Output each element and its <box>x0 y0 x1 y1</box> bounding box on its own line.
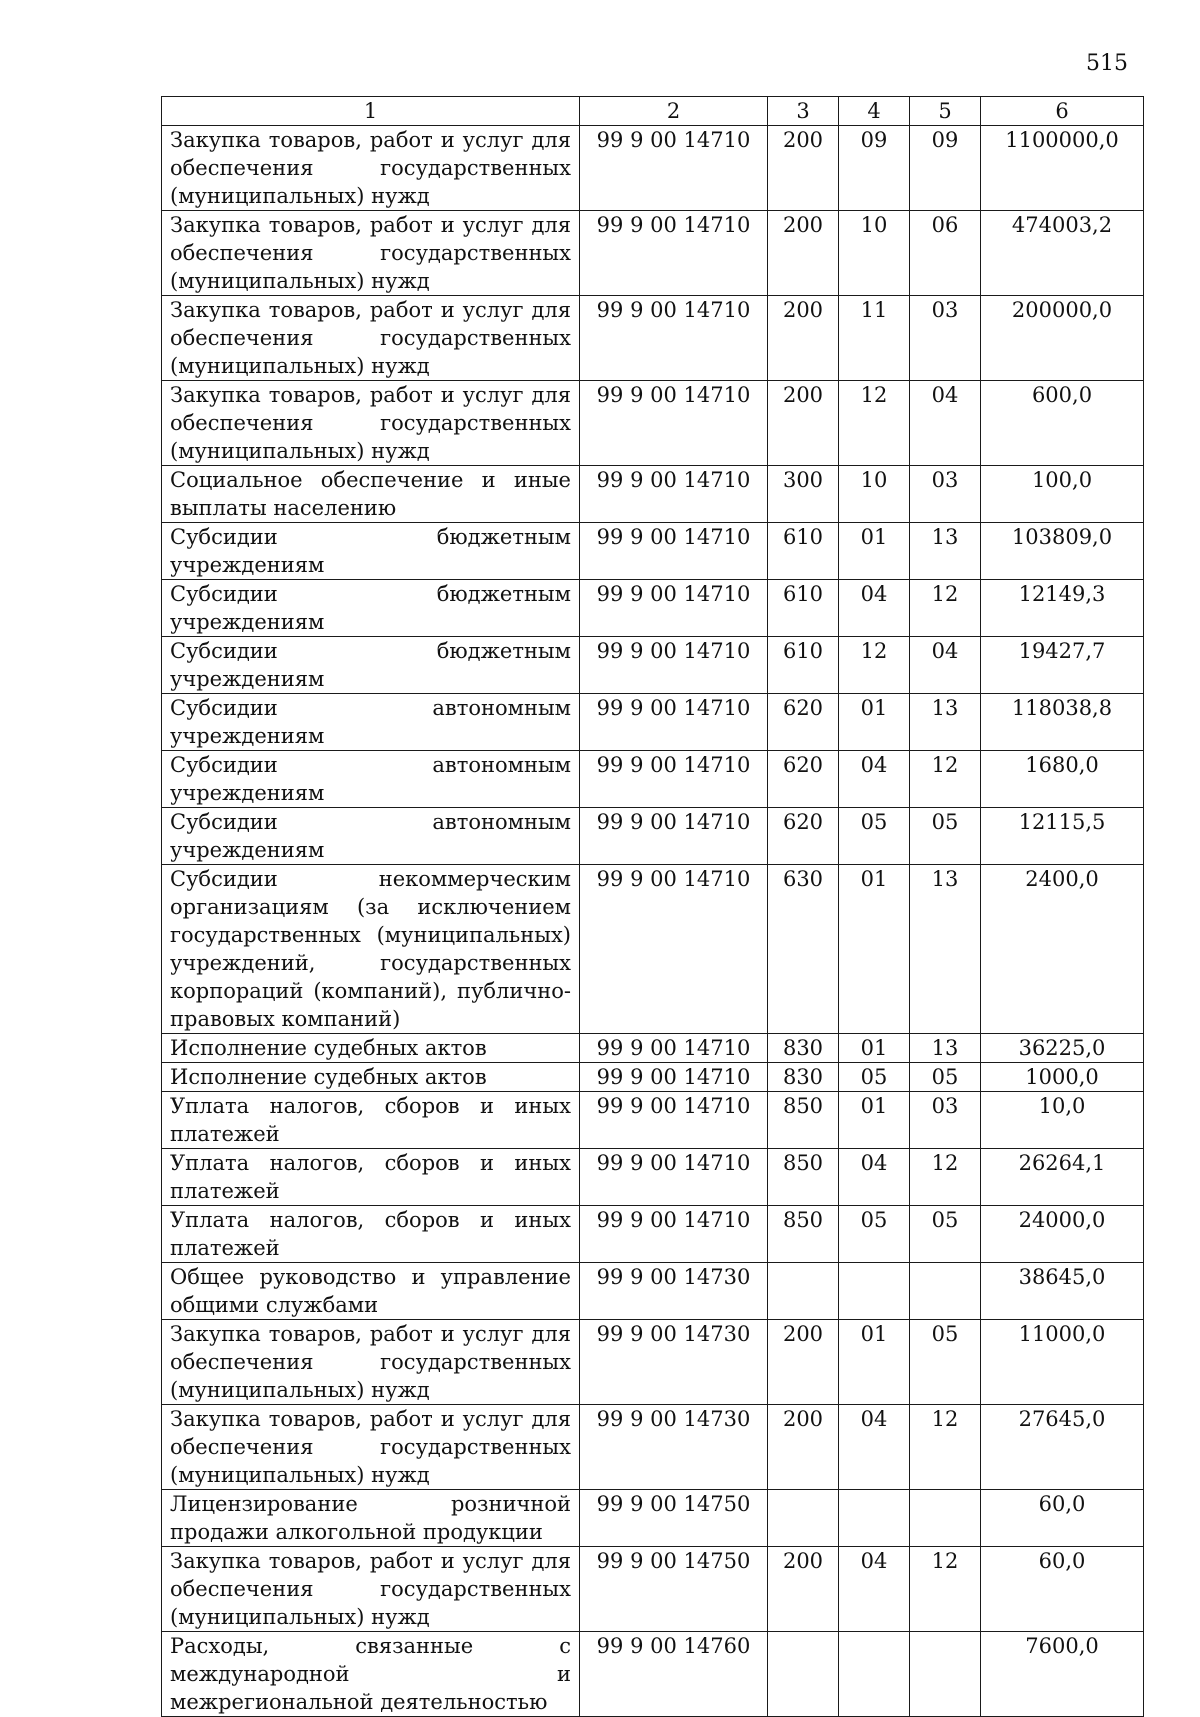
cell-pr: 13 <box>910 694 981 751</box>
cell-rz: 01 <box>839 865 910 1034</box>
cell-vr: 610 <box>768 523 839 580</box>
cell-vr: 200 <box>768 296 839 381</box>
cell-rz: 04 <box>839 580 910 637</box>
table-row <box>162 637 1144 694</box>
cell-pr: 13 <box>910 865 981 1034</box>
cell-vr: 200 <box>768 381 839 466</box>
table-row <box>162 808 1144 865</box>
cell-code: 99 9 00 14710 <box>580 296 768 381</box>
cell-code: 99 9 00 14710 <box>580 1092 768 1149</box>
cell-vr: 200 <box>768 1547 839 1632</box>
cell-amount: 60,0 <box>981 1547 1144 1632</box>
cell-name: Закупка товаров, работ и услуг для обеспечения государственных (муниципальных) нужд <box>162 296 580 381</box>
cell-code: 99 9 00 14710 <box>580 637 768 694</box>
column-header-vr: 3 <box>768 97 839 126</box>
cell-vr: 620 <box>768 751 839 808</box>
table-row <box>162 126 1144 211</box>
cell-name: Закупка товаров, работ и услуг для обеспечения государственных (муниципальных) нужд <box>162 126 580 211</box>
table-row <box>162 1092 1144 1149</box>
cell-amount: 1100000,0 <box>981 126 1144 211</box>
cell-name: Субсидии автономным учреждениям <box>162 808 580 865</box>
cell-code: 99 9 00 14710 <box>580 808 768 865</box>
cell-rz: 05 <box>839 1206 910 1263</box>
cell-code: 99 9 00 14730 <box>580 1405 768 1490</box>
cell-amount: 38645,0 <box>981 1263 1144 1320</box>
cell-pr <box>910 1263 981 1320</box>
cell-code: 99 9 00 14730 <box>580 1320 768 1405</box>
cell-pr: 05 <box>910 1320 981 1405</box>
cell-vr: 850 <box>768 1092 839 1149</box>
cell-rz: 04 <box>839 751 910 808</box>
budget-table <box>161 96 1144 1717</box>
table-row <box>162 1632 1144 1717</box>
cell-vr: 200 <box>768 211 839 296</box>
cell-rz: 05 <box>839 808 910 865</box>
table-header-row <box>162 97 1144 126</box>
table-row <box>162 381 1144 466</box>
table-row <box>162 466 1144 523</box>
cell-vr: 610 <box>768 637 839 694</box>
cell-pr: 05 <box>910 808 981 865</box>
cell-rz: 04 <box>839 1149 910 1206</box>
cell-vr <box>768 1490 839 1547</box>
cell-vr: 830 <box>768 1034 839 1063</box>
cell-name: Субсидии некоммерческим организациям (за исключением государственных (муниципальных) учреждений, государственных корпораций (компаний), публично-правовых компаний) <box>162 865 580 1034</box>
cell-vr: 200 <box>768 1405 839 1490</box>
cell-name: Общее руководство и управление общими службами <box>162 1263 580 1320</box>
table-row <box>162 694 1144 751</box>
cell-pr: 03 <box>910 1092 981 1149</box>
cell-amount: 200000,0 <box>981 296 1144 381</box>
cell-pr: 12 <box>910 1149 981 1206</box>
cell-vr: 620 <box>768 808 839 865</box>
cell-amount: 100,0 <box>981 466 1144 523</box>
cell-code: 99 9 00 14710 <box>580 580 768 637</box>
table-row <box>162 1063 1144 1092</box>
cell-name: Субсидии автономным учреждениям <box>162 751 580 808</box>
cell-amount: 26264,1 <box>981 1149 1144 1206</box>
cell-amount: 118038,8 <box>981 694 1144 751</box>
page-number: 515 <box>1086 51 1128 76</box>
cell-rz: 01 <box>839 694 910 751</box>
cell-pr: 06 <box>910 211 981 296</box>
cell-amount: 11000,0 <box>981 1320 1144 1405</box>
cell-amount: 2400,0 <box>981 865 1144 1034</box>
cell-vr: 850 <box>768 1149 839 1206</box>
table-row <box>162 1490 1144 1547</box>
cell-name: Исполнение судебных актов <box>162 1063 580 1092</box>
cell-rz <box>839 1632 910 1717</box>
cell-amount: 7600,0 <box>981 1632 1144 1717</box>
cell-code: 99 9 00 14730 <box>580 1263 768 1320</box>
cell-vr: 630 <box>768 865 839 1034</box>
cell-rz: 01 <box>839 1092 910 1149</box>
cell-vr: 620 <box>768 694 839 751</box>
cell-rz <box>839 1263 910 1320</box>
table-row <box>162 1405 1144 1490</box>
cell-name: Закупка товаров, работ и услуг для обеспечения государственных (муниципальных) нужд <box>162 381 580 466</box>
cell-name: Уплата налогов, сборов и иных платежей <box>162 1149 580 1206</box>
cell-amount: 1000,0 <box>981 1063 1144 1092</box>
cell-name: Субсидии бюджетным учреждениям <box>162 637 580 694</box>
cell-name: Закупка товаров, работ и услуг для обеспечения государственных (муниципальных) нужд <box>162 1320 580 1405</box>
cell-vr: 610 <box>768 580 839 637</box>
cell-vr: 850 <box>768 1206 839 1263</box>
cell-rz: 09 <box>839 126 910 211</box>
column-header-code: 2 <box>580 97 768 126</box>
column-header-rz: 4 <box>839 97 910 126</box>
table-row <box>162 1320 1144 1405</box>
cell-pr: 03 <box>910 466 981 523</box>
cell-amount: 474003,2 <box>981 211 1144 296</box>
cell-vr: 300 <box>768 466 839 523</box>
cell-code: 99 9 00 14760 <box>580 1632 768 1717</box>
cell-name: Лицензирование розничной продажи алкогольной продукции <box>162 1490 580 1547</box>
table-row <box>162 523 1144 580</box>
table-row <box>162 1149 1144 1206</box>
cell-amount: 19427,7 <box>981 637 1144 694</box>
table-row <box>162 580 1144 637</box>
cell-rz: 10 <box>839 466 910 523</box>
cell-name: Субсидии бюджетным учреждениям <box>162 580 580 637</box>
cell-amount: 36225,0 <box>981 1034 1144 1063</box>
cell-code: 99 9 00 14710 <box>580 1034 768 1063</box>
cell-pr <box>910 1490 981 1547</box>
cell-code: 99 9 00 14710 <box>580 865 768 1034</box>
cell-pr: 05 <box>910 1206 981 1263</box>
cell-vr <box>768 1632 839 1717</box>
cell-code: 99 9 00 14710 <box>580 751 768 808</box>
cell-amount: 27645,0 <box>981 1405 1144 1490</box>
cell-code: 99 9 00 14750 <box>580 1490 768 1547</box>
cell-rz <box>839 1490 910 1547</box>
cell-pr: 12 <box>910 1405 981 1490</box>
cell-pr: 09 <box>910 126 981 211</box>
cell-pr: 12 <box>910 580 981 637</box>
cell-amount: 12149,3 <box>981 580 1144 637</box>
cell-name: Субсидии автономным учреждениям <box>162 694 580 751</box>
cell-pr: 04 <box>910 381 981 466</box>
cell-rz: 04 <box>839 1547 910 1632</box>
cell-name: Закупка товаров, работ и услуг для обеспечения государственных (муниципальных) нужд <box>162 211 580 296</box>
cell-amount: 10,0 <box>981 1092 1144 1149</box>
cell-code: 99 9 00 14710 <box>580 1149 768 1206</box>
cell-name: Исполнение судебных актов <box>162 1034 580 1063</box>
cell-pr: 05 <box>910 1063 981 1092</box>
cell-code: 99 9 00 14750 <box>580 1547 768 1632</box>
cell-name: Субсидии бюджетным учреждениям <box>162 523 580 580</box>
cell-code: 99 9 00 14710 <box>580 381 768 466</box>
table-row <box>162 751 1144 808</box>
cell-name: Расходы, связанные с международной и межрегиональной деятельностью <box>162 1632 580 1717</box>
cell-pr: 12 <box>910 1547 981 1632</box>
table-row <box>162 211 1144 296</box>
cell-code: 99 9 00 14710 <box>580 211 768 296</box>
cell-rz: 12 <box>839 381 910 466</box>
table-row <box>162 296 1144 381</box>
cell-rz: 04 <box>839 1405 910 1490</box>
column-header-pr: 5 <box>910 97 981 126</box>
cell-name: Закупка товаров, работ и услуг для обеспечения государственных (муниципальных) нужд <box>162 1405 580 1490</box>
cell-rz: 05 <box>839 1063 910 1092</box>
cell-name: Социальное обеспечение и иные выплаты населению <box>162 466 580 523</box>
cell-name: Уплата налогов, сборов и иных платежей <box>162 1092 580 1149</box>
cell-pr <box>910 1632 981 1717</box>
cell-vr: 830 <box>768 1063 839 1092</box>
cell-vr: 200 <box>768 126 839 211</box>
cell-vr <box>768 1263 839 1320</box>
cell-code: 99 9 00 14710 <box>580 1063 768 1092</box>
cell-code: 99 9 00 14710 <box>580 694 768 751</box>
cell-rz: 10 <box>839 211 910 296</box>
cell-pr: 03 <box>910 296 981 381</box>
cell-pr: 12 <box>910 751 981 808</box>
cell-rz: 01 <box>839 1320 910 1405</box>
table-row <box>162 1206 1144 1263</box>
cell-rz: 01 <box>839 1034 910 1063</box>
cell-pr: 13 <box>910 523 981 580</box>
cell-rz: 01 <box>839 523 910 580</box>
cell-amount: 24000,0 <box>981 1206 1144 1263</box>
cell-rz: 11 <box>839 296 910 381</box>
cell-amount: 1680,0 <box>981 751 1144 808</box>
column-header-amount: 6 <box>981 97 1144 126</box>
table-row <box>162 1547 1144 1632</box>
cell-amount: 600,0 <box>981 381 1144 466</box>
column-header-name: 1 <box>162 97 580 126</box>
cell-name: Уплата налогов, сборов и иных платежей <box>162 1206 580 1263</box>
cell-code: 99 9 00 14710 <box>580 126 768 211</box>
cell-code: 99 9 00 14710 <box>580 466 768 523</box>
table-row <box>162 1263 1144 1320</box>
cell-rz: 12 <box>839 637 910 694</box>
cell-name: Закупка товаров, работ и услуг для обеспечения государственных (муниципальных) нужд <box>162 1547 580 1632</box>
cell-pr: 04 <box>910 637 981 694</box>
cell-amount: 60,0 <box>981 1490 1144 1547</box>
cell-code: 99 9 00 14710 <box>580 523 768 580</box>
table-row <box>162 865 1144 1034</box>
cell-amount: 12115,5 <box>981 808 1144 865</box>
cell-pr: 13 <box>910 1034 981 1063</box>
table-row <box>162 1034 1144 1063</box>
cell-vr: 200 <box>768 1320 839 1405</box>
table-body <box>162 126 1144 1717</box>
cell-amount: 103809,0 <box>981 523 1144 580</box>
cell-code: 99 9 00 14710 <box>580 1206 768 1263</box>
